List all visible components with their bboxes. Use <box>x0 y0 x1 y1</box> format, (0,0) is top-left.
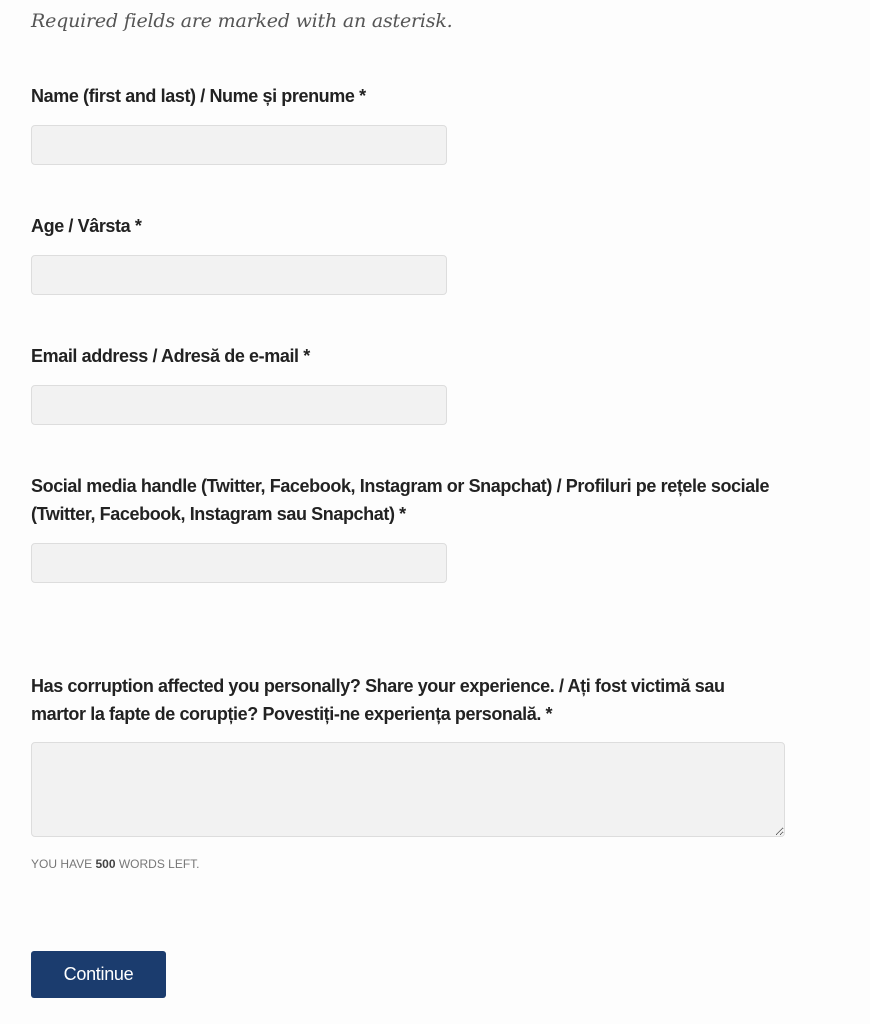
words-left-prefix: YOU HAVE <box>31 857 93 871</box>
corruption-experience-label: Has corruption affected you personally? Share your experience. / Ați fost victimă sau martor la fapte de corupție? Povestiți-ne experiența personală. * <box>31 676 725 724</box>
name-label: Name (first and last) / Nume și prenume * <box>31 86 366 106</box>
words-left-counter <box>31 857 200 871</box>
email-label: Email address / Adresă de e-mail * <box>31 346 310 366</box>
corruption-experience-textarea[interactable] <box>31 742 785 837</box>
social-media-label: Social media handle (Twitter, Facebook, Instagram or Snapchat) / Profiluri pe rețele sociale (Twitter, Facebook, Instagram sau Snapchat) * <box>31 476 770 524</box>
continue-button[interactable]: Continue <box>31 951 166 998</box>
email-input[interactable] <box>31 385 447 425</box>
age-label: Age / Vârsta * <box>31 216 142 236</box>
name-input[interactable] <box>31 125 447 165</box>
age-input[interactable] <box>31 255 447 295</box>
required-fields-note: Required fields are marked with an asterisk. <box>31 10 453 32</box>
social-media-input[interactable] <box>31 543 447 583</box>
words-left-suffix: WORDS LEFT. <box>118 857 200 871</box>
words-left-count: 500 <box>95 857 116 871</box>
